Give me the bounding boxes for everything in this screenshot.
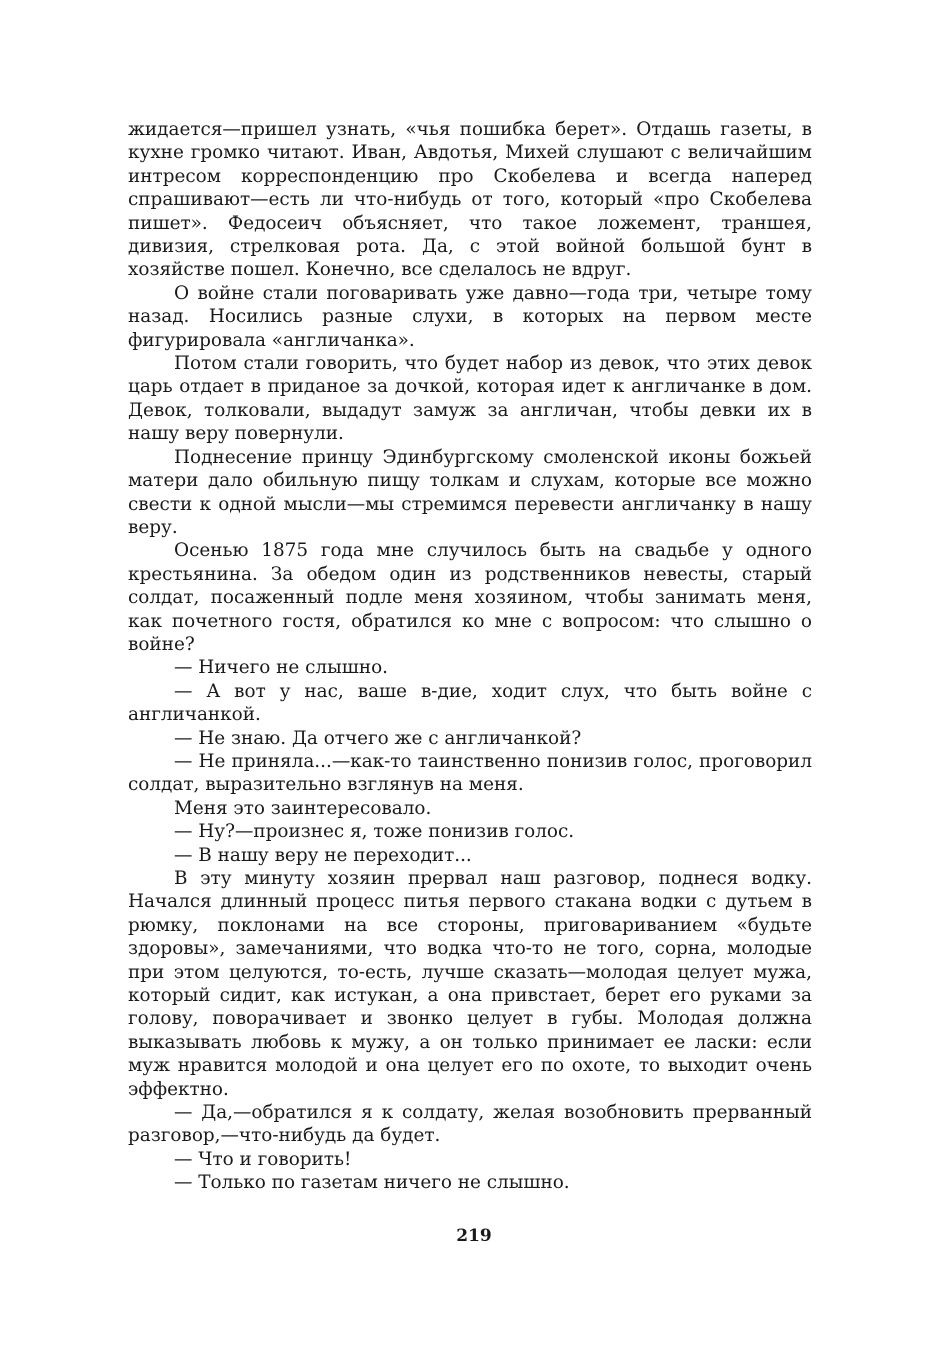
dialog-line: — Ничего не слышно. (174, 657, 389, 679)
dialog-line: — Не приняла...—как-то таинственно понизив голос, проговорил солдат, выразительно взглянув на меня. (128, 750, 812, 796)
paragraph: В эту минуту хозяин прервал наш разговор, поднеся водку. Начался длинный процесс питья первого стакана водки с дутьем в рюмку, поклонами на все стороны, приговариванием «будьте здоровы», замечаниями, что водка что-то не того, сорна, молодые при этом целуются, то-есть, лучше сказать—молодая целует мужа, который сидит, как истукан, а она привстает, берет его руками за голову, поворачивает и звонко целует в губы. Молодая должна выказывать любовь к мужу, а он только принимает ее ласки: если муж нравится молодой и она целует его по охоте, то выходит очень эффектно. (128, 868, 812, 1100)
dialog-line: — Только по газетам ничего не слышно. (174, 1172, 570, 1194)
paragraph: Потом стали говорить, что будет набор из девок, что этих девок царь отдает в приданое за дочкой, которая идет к англичанке в дом. Девок, толковали, выдадут замуж за англичан, чтобы девки их в нашу веру повернули. (128, 353, 812, 445)
paragraph: Осенью 1875 года мне случилось быть на свадьбе у одного крестьянина. За обедом один из родственников невесты, старый солдат, посаженный подле меня хозяином, чтобы занимать меня, как почетного гостя, обратился ко мне с вопросом: что слышно о войне? (128, 540, 812, 655)
page-number: 219 (456, 1226, 492, 1246)
body-text (128, 118, 812, 1195)
dialog-line: — Да,—обратился я к солдату, желая возобновить прерванный разговор,—что-нибудь да будет. (128, 1102, 812, 1147)
dialog-line: — В нашу веру не переходит... (174, 844, 472, 866)
paragraph: О войне стали поговаривать уже давно—года три, четыре тому назад. Носились разные слухи, в которых на первом месте фигурировала «англичанка». (128, 282, 812, 351)
dialog-line: — Ну?—произнес я, тоже понизив голос. (174, 821, 575, 843)
dialog-line: — Не знаю. Да отчего же с англичанкой? (174, 727, 582, 749)
paragraph: Поднесение принцу Эдинбургскому смоленской иконы божьей матери дало обильную пищу толкам и слухам, которые все можно свести к одной мысли—мы стремимся перевести англичанку в нашу веру. (128, 446, 812, 538)
paragraph: Меня это заинтересовало. (174, 797, 432, 819)
paragraph: жидается—пришел узнать, «чья пошибка берет». Отдашь газеты, в кухне громко читают. Иван, Авдотья, Михей слушают с величайшим интресом корреспонденцию про Скобелева и всегда наперед спрашивают—есть ли что-нибудь от того, который «про Скобелева пишет». Федосеич объясняет, что такое ложемент, траншея, дивизия, стрелковая рота. Да, с этой войной большой бунт в хозяйстве пошел. Конечно, все сделалось не вдруг. (128, 119, 812, 281)
dialog-line: — Что и говорить! (174, 1148, 352, 1170)
dialog-line: — А вот у нас, ваше в-дие, ходит слух, что быть войне с англичанкой. (128, 680, 812, 726)
